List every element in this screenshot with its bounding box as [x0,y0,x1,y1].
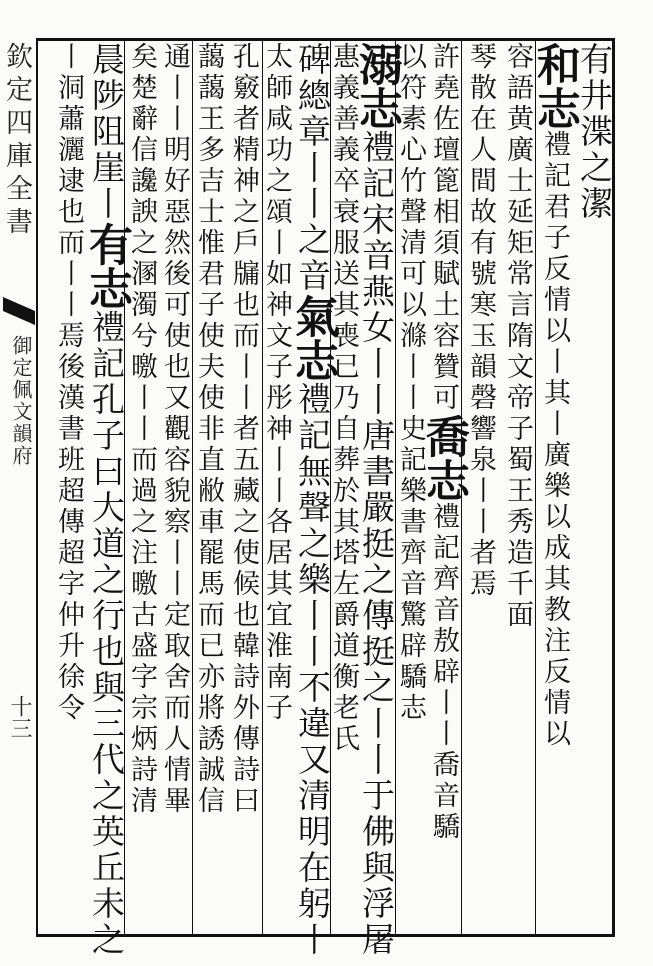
entry-heading: 喬志 [418,414,469,502]
column-text: 逮也而丨丨焉後漢書班超傳超字仲升徐令 [53,166,84,724]
entry-heading: 有志 [81,222,132,310]
text-column-c4 [418,42,469,932]
column-text: 丨如神文子彤神丨丨各居其宜淮南子 [261,228,292,724]
text-column-c5 [395,42,428,932]
column-text: 琴散在人間故有號寒玉韻磬響泉丨丨者焉 [465,42,496,600]
column-text: 通丨丨明好惡然後可使也又觀容貌察丨丨定取舍而人情畢 [159,42,190,817]
column-text: 史記樂書齊音驚辟驕志 [395,414,426,724]
column-text: 以符素心竹聲清可以滌丨丨 [395,42,426,414]
entry-heading: 氣志 [287,294,338,382]
text-column-c3 [465,42,498,932]
text-column-c6 [351,42,402,958]
text-column-c10 [227,42,261,932]
text-column-c14 [81,42,132,958]
column-text: 矣楚辭信讒諛之溷濁兮曒丨丨而過之注曒古盛字宗炳詩清 [126,42,157,817]
text-column-c11 [193,42,226,932]
column-text: 惠義善義卒衰服送其喪已乃自葬於其塔左爵道衡老氏 [328,42,359,755]
column-text: 孔竅者精神之戶牖也而丨丨者五藏之使候也韓詩外傳詩曰 [228,42,259,817]
fish-tail-mark-icon [3,297,35,325]
text-column-c7 [328,42,361,932]
column-text: 許堯佐璮篦相須賦土容贊可 [428,42,459,414]
text-column-c2 [502,42,535,932]
column-text: 藹藹王多吉士惟君子使夫使非直敝車罷馬而已亦將誘誠信 [193,42,224,817]
column-text: 禮記孔子曰大道之行也與三代之英丘未之 [87,310,126,958]
column-text: 有井渫 [575,42,614,150]
entry-heading: 和志 [529,42,580,130]
volume-title: 御定佩文韻府 [9,335,33,467]
column-text: 太師咸功之頌 [261,42,292,228]
top-border [36,38,614,41]
column-text: 禮記齊音敖辟丨丨喬音驕 [428,502,459,843]
text-column-c12 [160,42,192,932]
column-text: 禮記無聲之樂丨丨不違又清明在躬丨 [293,382,332,958]
text-column-c9 [261,42,294,932]
column-text: 碑總章丨丨之音 [293,42,332,294]
text-column-c13 [127,42,159,932]
column-text: 禮記君子反情以丨其丨廣樂以成其教注反情以 [539,130,570,750]
text-column-c15 [54,42,86,932]
text-column-c8 [287,42,338,958]
margin-rule [36,38,38,937]
text-column-c1 [572,42,612,932]
folio-number: 十三 [7,695,32,739]
text-column-c16 [529,42,580,932]
column-text: 容語黄廣士延矩常言隋文帝子蜀王秀造千面 [502,42,533,631]
book-title: 欽定四庫全書 [1,42,32,240]
column-text: 之潔 [575,150,614,222]
entry-heading: 溺志 [351,42,402,130]
column-text: 禮記宋音燕女丨丨唐書嚴挺之傳挺之丨丨于佛與浮屠 [357,130,396,958]
column-text: 晨陟阻崖丨 [87,42,126,222]
column-text: 丨洞蕭灑 [53,42,84,166]
